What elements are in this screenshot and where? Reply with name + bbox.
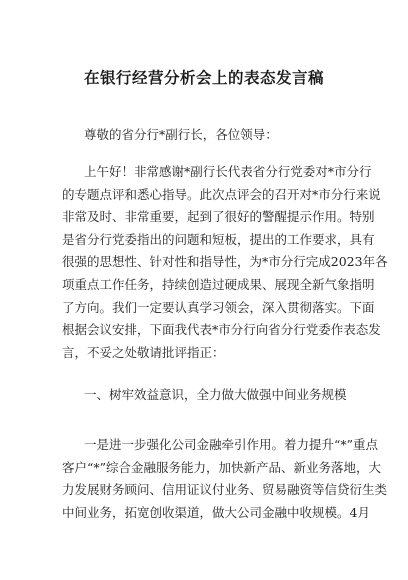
paragraph-line: 非常及时、非常重要，起到了很好的警醒提示作用。特别 (62, 209, 375, 225)
salutation: 尊敬的省分行*副行长，各位领导： (84, 127, 278, 142)
paragraph-line: 根据会议安排，下面我代表*市分行向省分行党委作表态发 (62, 322, 381, 338)
section-heading: 一、树牢效益意识，全力做大做强中间业务规模 (84, 387, 347, 402)
paragraph-line: 是省分行党委指出的问题和短板，提出的工作要求，具有 (62, 231, 375, 247)
paragraph-line: 上午好！非常感谢*副行长代表省分行党委对*市分行 (84, 164, 372, 179)
paragraph-line: 项重点工作任务，持续创造过硬成果、展现全新气象指明 (62, 276, 375, 292)
paragraph-line: 的专题点评和悉心指导。此次点评会的召开对*市分行来说 (62, 186, 381, 202)
paragraph-line: 言，不妥之处敬请批评指正： (62, 344, 225, 360)
paragraph-line: 力发展财务顾问、信用证议付业务、贸易融资等信贷衍生类 (62, 482, 388, 498)
paragraph-opening (62, 161, 388, 364)
document-title: 在银行经营分析会上的表态发言稿 (83, 69, 324, 87)
paragraph-line: 客户“*”综合金融服务能力，加快新产品、新业务落地，大 (62, 459, 382, 475)
paragraph-line: 很强的思想性、针对性和指导性，为*市分行完成2023年各 (62, 254, 388, 270)
paragraph-line: 了方向。我们一定要认真学习领会，深入贯彻落实。下面 (62, 299, 375, 315)
paragraph-section-one (62, 434, 388, 524)
paragraph-line: 一是进一步强化公司金融牵引作用。着力提升“*”重点 (84, 437, 379, 452)
paragraph-line: 中间业务，拓宽创收渠道，做大公司金融中收规模。4月 (62, 504, 370, 520)
